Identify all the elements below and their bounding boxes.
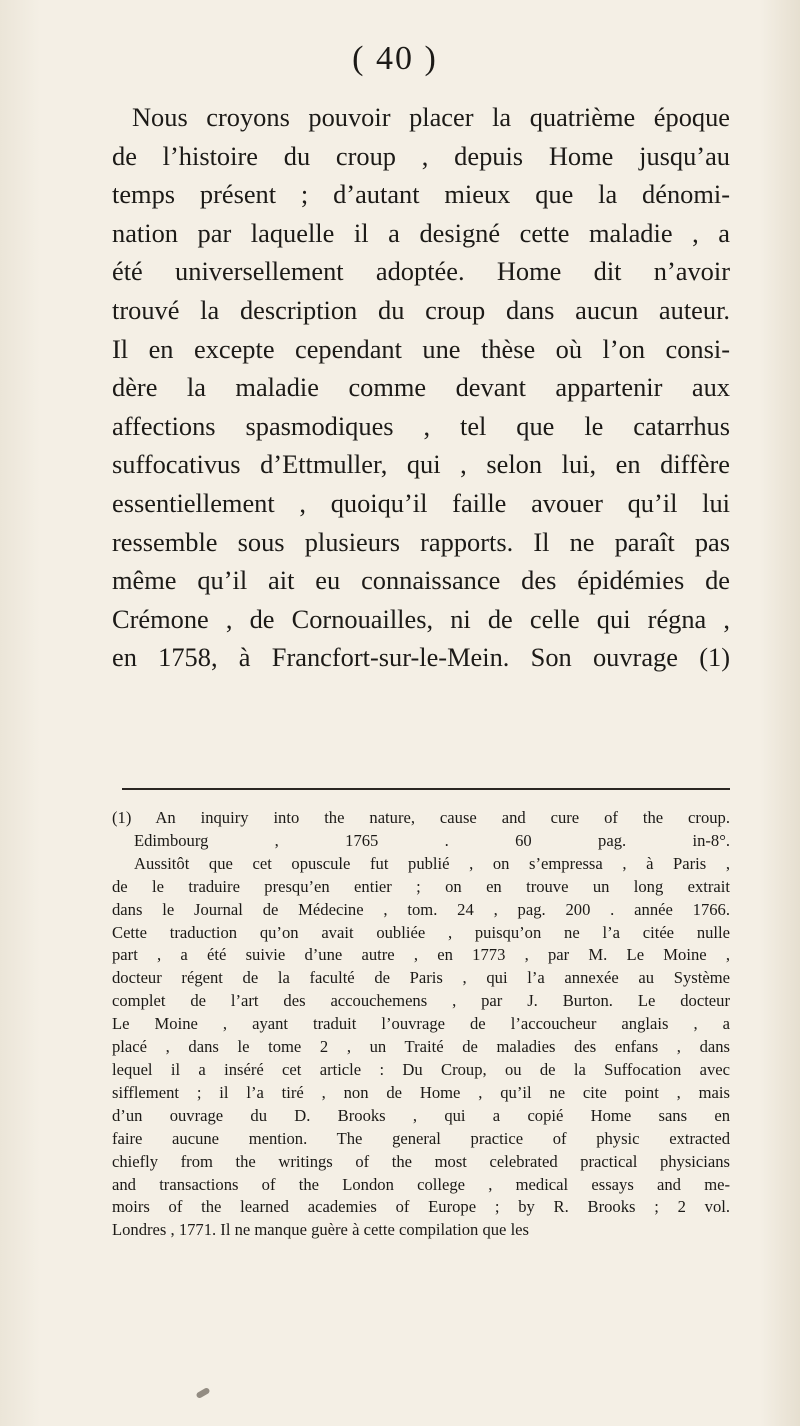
text-line: Nous croyons pouvoir placer la quatrième époque	[132, 102, 730, 132]
text-line: dère la maladie comme devant appartenir aux	[112, 372, 730, 403]
footnote-line: moirs of the learned academies of Europe ; by R. Brooks ; 2 vol.	[112, 1197, 730, 1217]
text-line: Il en excepte cependant une thèse où l’on consi-	[112, 333, 730, 364]
text-line: nation par laquelle il a designé cette maladie , a	[112, 217, 730, 248]
footnote-line: placé , dans le tome 2 , un Traité de maladies des enfans , dans	[112, 1037, 730, 1057]
text-line: essentiellement , quoiqu’il faille avouer qu’il lui	[112, 487, 730, 518]
footnote-line: sifflement ; il l’a tiré , non de Home , qu’il ne cite point , mais	[112, 1082, 730, 1102]
footnote-line: de le traduire presqu’en entier ; on en trouve un long extrait	[112, 876, 730, 896]
footnote-line: chiefly from the writings of the most celebrated practical physicians	[112, 1151, 730, 1171]
text-line: suffocativus d’Ettmuller, qui , selon lui, en diffère	[112, 449, 730, 480]
footnote-line: dans le Journal de Médecine , tom. 24 , pag. 200 . année 1766.	[112, 899, 730, 919]
footnote-line: Cette traduction qu’on avait oubliée , puisqu’on ne l’a citée nulle	[112, 922, 730, 942]
text-line: temps présent ; d’autant mieux que la dénomi-	[112, 179, 730, 210]
footnote-line: faire aucune mention. The general practice of physic extracted	[112, 1128, 730, 1148]
footnote-line: and transactions of the London college , medical essays and me-	[112, 1174, 730, 1194]
text-line: affections spasmodiques , tel que le catarrhus	[112, 410, 730, 441]
footnote-line: Londres , 1771. Il ne manque guère à cette compilation que les	[112, 1220, 530, 1240]
text-line: ressemble sous plusieurs rapports. Il ne paraît pas	[112, 526, 730, 557]
text-line: même qu’il ait eu connaissance des épidémies de	[112, 565, 730, 596]
footnote-line: d’un ouvrage du D. Brooks , qui a copié Home sans en	[112, 1105, 730, 1125]
text-line: Crémone , de Cornouailles, ni de celle qui régna ,	[112, 603, 730, 634]
footnote-line: Le Moine , ayant traduit l’ouvrage de l’accoucheur anglais , a	[112, 1014, 730, 1034]
text-line: été universellement adoptée. Home dit n’avoir	[112, 256, 730, 287]
footnote-line: lequel il a inséré cet article : Du Croup, ou de la Suffocation avec	[112, 1059, 730, 1079]
page-number: ( 40 )	[352, 40, 438, 77]
footnote-line: Edimbourg , 1765 . 60 pag. in-8°.	[134, 830, 730, 850]
footnote-divider	[122, 788, 730, 790]
text-line: trouvé la description du croup dans aucun auteur.	[112, 294, 730, 325]
main-text	[112, 98, 730, 677]
footnote-line: docteur régent de la faculté de Paris , qui l’a annexée au Système	[112, 968, 730, 988]
ink-mark	[195, 1387, 210, 1399]
footnote-line: part , a été suivie d’une autre , en 1773 , par M. Le Moine ,	[112, 945, 730, 965]
footnote-line: complet de l’art des accouchemens , par J. Burton. Le docteur	[112, 991, 730, 1011]
text-line: de l’histoire du croup , depuis Home jusqu’au	[112, 140, 730, 171]
footnote-line: Aussitôt que cet opuscule fut publié , on s’empressa , à Paris ,	[134, 853, 730, 873]
text-line: en 1758, à Francfort-sur-le-Mein. Son ouvrage (1)	[112, 642, 730, 673]
footnote	[112, 807, 730, 1242]
footnote-line: (1) An inquiry into the nature, cause and cure of the croup.	[112, 808, 730, 827]
